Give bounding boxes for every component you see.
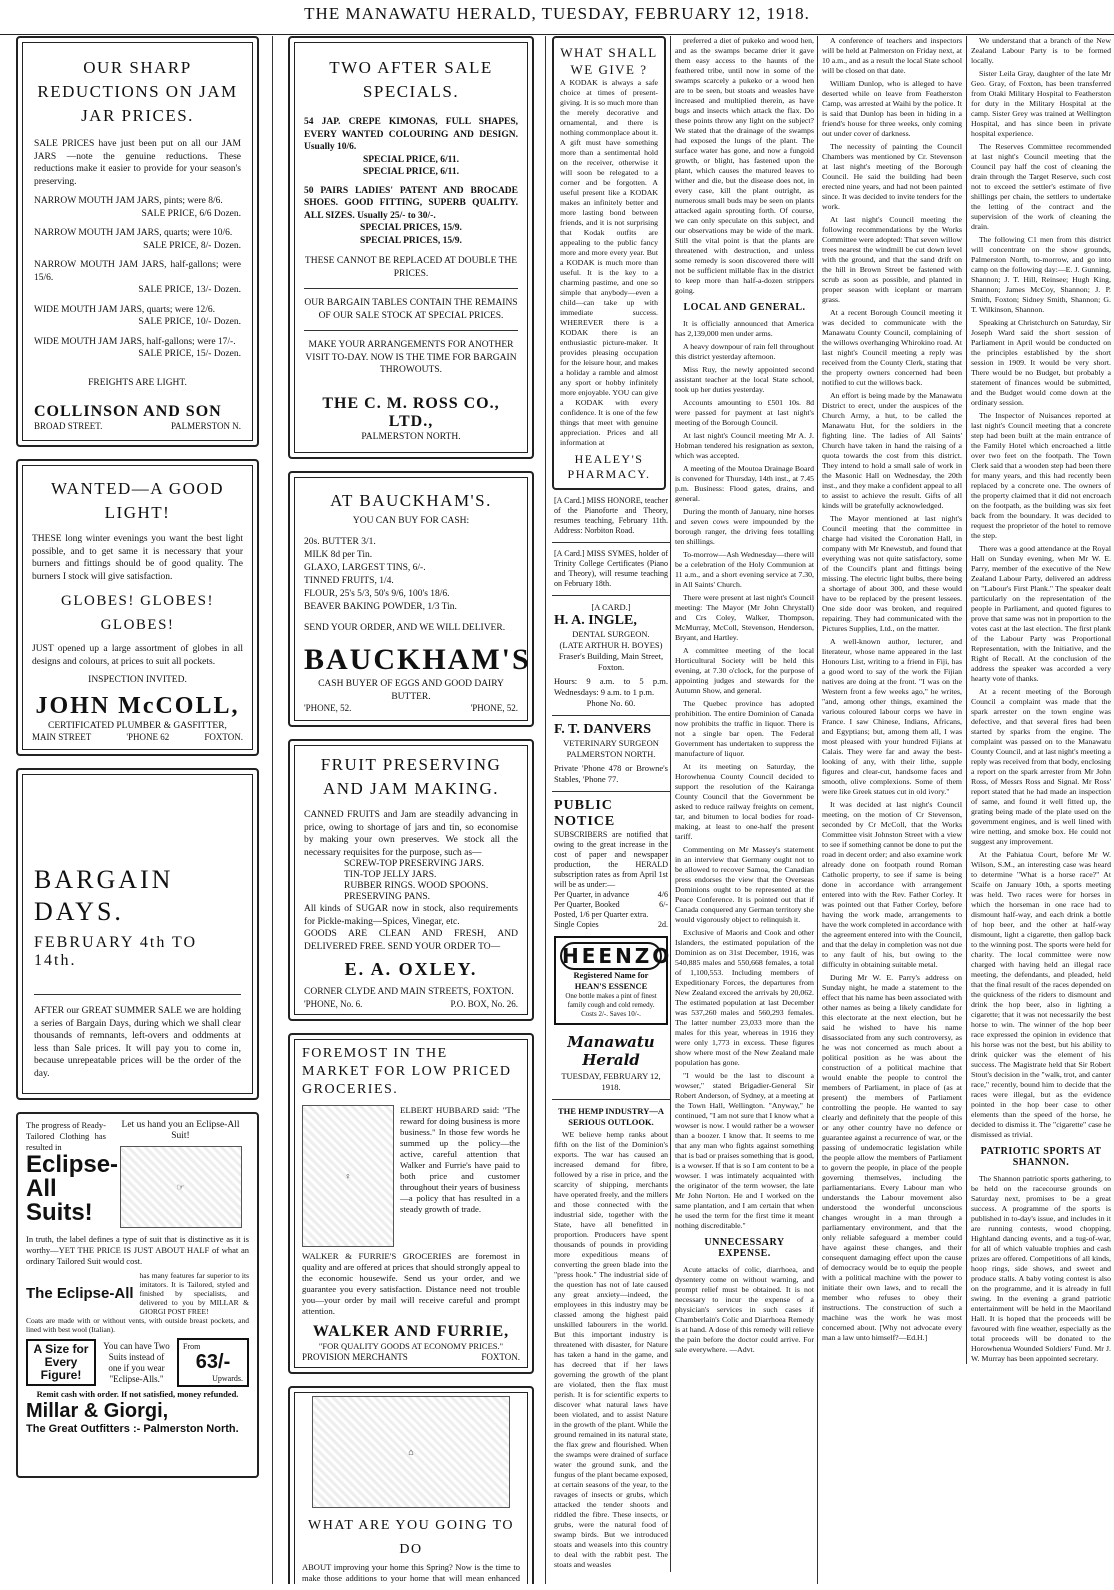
news-item: The necessity of painting the Council Chambers was mentioned by Cr. Stevenson at last night's meeting of the Borough Council. He said the building had been erected nine years, and had not been painted since. It was decided to invite tenders for the work. — [822, 142, 962, 211]
millar-giorgi-firm: Millar & Giorgi, — [26, 1400, 169, 1422]
news-item: At a recent Borough Council meeting it was decided to communicate with the Manawatu County Council, complaining of the willows overhanging Whirokino road. At last night's Council meeting a reply was received from the County Clerk, stating that the property owners concerned had been notified to cut the willows back. — [822, 308, 962, 387]
size-badge: A Size for Every Figure! — [26, 1339, 96, 1386]
heenzo-reg: Registered Name for HEAN'S ESSENCE — [573, 970, 649, 991]
kodak-title: WHAT SHALL WE GIVE ? — [560, 45, 658, 77]
bargain-tables-note: OUR BARGAIN TABLES CONTAIN THE REMAINS OF OUR SALE STOCK AT SPECIAL PRICES. — [304, 298, 518, 321]
shoes-price-1: SPECIAL PRICES, 15/9. — [360, 223, 462, 233]
jam-item-price: SALE PRICE, 13/- Dozen. — [138, 285, 241, 295]
mccoll-trade: CERTIFICATED PLUMBER & GASFITTER, — [48, 720, 227, 731]
mccoll-address: MAIN STREET — [32, 732, 92, 742]
hemp-article: WE believe hemp ranks about fifth on the list of the Dominion's exports. The war has caused an increased demand for fibre, followed by a rise in price, and the scarcity of shipping, merchants have operated freely, and the millers and those connected with the industrial side, together with the State, have all benefitted in proportion. Producers have spent thousands of pounds in providing more expeditious means of converting the green blade into the "press hook." The industrial side of the question has not of late caused any great anxiety—indeed, the employees in this industry may be classed among the highest paid unskilled labourers in the world. But this important industry is threatened with disaster, for Nature has taken a hand in the game, and has decreed that if her laws governing the growth of the plant are violated, then the flax must perish. It is for scientific experts to discover what natural laws have been violated, and to assist Nature in the growth of the plant. While the ground remained in its natural state, the flax grew and flourished. When the swamps were drained of surface water the ground sunk, and the fungus of the plant became exposed, at certain seasons of the year, to the ravages of insects or grubs, which attacked the tender shoots and riddled the fibre. These insects, or grubs, were the natural food of swamp birds. But we introduced stoats and weasels into this country to deal with the rabbit pest. The stoats and weasles — [554, 1130, 668, 1569]
shoes-item: 50 PAIRS LADIES' PATENT AND BROCADE SHOES. GOOD FITTING, SUPERB QUALITY. ALL SIZES. Usually 25/- to 30/-. — [304, 185, 518, 221]
kimonas-item: 54 JAP. CREPE KIMONAS, FULL SHAPES, EVERY WANTED COLOURING AND DESIGN. Usually 10/6. — [304, 117, 518, 152]
bauckham-price-item: MILK 8d per Tin. — [304, 549, 373, 560]
news-item: A well-known author, lecturer, and literateur, whose name appeared in the last Honours List, writing to a friend in Fiji, has a good word to say of the work the Fijian natives are doing at the front. "I was on the Western front a few weeks ago," he writes, "and, among other things, examined the various coloured labour corps we have in France. I saw Chinese, Indians, Africans, and Egyptians; but, among them all, I was most pleased with your hundred Fijians at Calais. They were far and away the best-looking of any, with their lithe, supple figures and clear-cut, handsome faces and smooth, olive complexions. Some of them were like Greek statues cut in old ivory." — [822, 637, 962, 796]
from-label: From — [183, 1342, 201, 1351]
news-item: At a recent meeting of the Borough Council a complaint was made that the spark arrester on the town engine was defective, and that several fires had been started by sparks from the engine. The complaint was passed on to the Manawatu County Council, and at last night's meeting a reply was received from that body, enclosing a report on the spark arrester from Mr John Ross, of Messrs Ross and Signal. Mr Ross' report stated that he had made an inspection of same, and found it well fitted up, the grating being made of the plate used on the government engines, and is well lined with wire netting, and smoke box. He could not suggest any improvement. — [971, 687, 1112, 846]
bauckham-price-item: BEAVER BAKING POWDER, 1/3 Tin. — [304, 601, 457, 612]
news-item: An effort is being made by the Manawatu District to erect, under the auspices of the Church Army, a hut, to be called the Manawatu Hut, for the soldiers in the fighting line. The ladies of All Saints' Church have taken in hand the raising of a quota towards the cost from this district. They intend to hold a small sale of work in the Masonic Hall on Wednesday, the 20th inst., and they make a confident appeal to all to assist to achieve the result. Gifts of all kinds will be gratefully acknowledged. — [822, 391, 962, 510]
globes-heading: GLOBES! GLOBES! GLOBES! — [61, 593, 214, 633]
news-item: The Inspector of Nuisances reported at last night's Council meeting that a concrete step had been built at the main entrance of the Family Hotel which encroached a little over two feet on the footpath. The Town Clerk said that a wooden step had been there for many years, and this had recently been replaced by a concrete one. The owners of the property claimed that it did not encroach on the footpath, as the building was six feet back from the boundary. It was decided to request the proprietor of the hotel to remove the step. — [971, 411, 1111, 540]
eclipse-hand-text: Let us hand you an Eclipse-All Suit! — [121, 1120, 240, 1141]
bauckham-price-list — [304, 536, 518, 614]
rate-label: Single Copies — [554, 920, 599, 929]
public-notice-text: SUBSCRIBERS are notified that owing to the great increase in the cost of paper and newspaper production, the HERALD subscription rates as from April 1st will be as under:— — [554, 830, 668, 889]
light-ad-text: THESE long winter evenings you want the best light possible, and to get same it is necessary that your burners and fittings should be of good quality. The burners I stock will give satisfaction. — [32, 534, 243, 582]
heenzo-ad — [554, 936, 673, 1025]
column-2 — [282, 36, 540, 1584]
public-notice-title: PUBLIC NOTICE — [554, 798, 616, 829]
jam-item-price: SALE PRICE, 15/- Dozen. — [138, 349, 241, 359]
bauckham-price-item: GLAXO, LARGEST TINS, 6/-. — [304, 562, 426, 573]
news-item: Speaking at Christchurch on Saturday, Sir Joseph Ward said the short session of Parliament in April would be conducted on the principles established by the short session in 1909. It would be very short. There would be no Budget, but probably a statement of finances would be submitted, and the Budget would come down at the ordinary session. — [971, 318, 1111, 407]
local-news-item: Accounts amounting to £501 10s. 8d were passed for payment at last night's meeting of the Borough Council. — [675, 398, 814, 427]
ingle-address: Fraser's Building, Main Street, Foxton. — [558, 651, 664, 672]
remit-note: Remit cash with order. If not satisfied, money refunded. — [36, 1389, 239, 1399]
walker-town: FOXTON. — [481, 1351, 520, 1362]
rate-row — [554, 920, 668, 930]
bauckham-phone-2: 'PHONE, 52. — [470, 703, 518, 713]
bauckham-ad — [288, 471, 534, 727]
news-item: The Reserves Committee recommended at last night's Council meeting that the Council pay half the cost of cleaning the drain through the Target Reserve, such cost not to exceed the settler's estimate of five shillings per chain, the settlers to undertake the letting of the contract and the supervision of the work of cleaning the drain. — [971, 142, 1111, 231]
inspection-note: INSPECTION INVITED. — [88, 675, 187, 685]
rate-row — [554, 910, 668, 920]
news-item: It was decided at last night's Council meeting, on the motion of Cr Stevenson, seconded by Cr McColl, that the Works Committee visit Johnston Street with a view to see if something cannot be done to put the road in decent order; and also examine work already done on footpath round Roman Catholic property, to see if same is being done in accordance with arrangement entered into with the Rev. Father Corley. It was pointed out that Father Corley, before having the work made, arrangements to have the work completed in accordance with the agreement entered into with the Council, and that the delay in completion was not due to any fault of his, but owing to the difficulty in obtaining suitable metal. — [822, 800, 962, 969]
outfitters-line: The Great Outfitters :- Palmerston North. — [26, 1423, 239, 1435]
local-news-item: The Quebec province has adopted prohibition. The entire Dominion of Canada now prohibits the traffic in liquor. There is not a single bar open. The Federal Government has undertaken to suppress the manufacture of liquor. — [675, 699, 814, 758]
danvers-title: VETERINARY SURGEON — [563, 738, 659, 748]
eclipse-all-ad — [16, 1112, 259, 1478]
jam-jar-ad — [16, 36, 259, 447]
news-item: At the Pahiatua Court, before Mr W. Wilson, S.M., an interesting case was heard to determine "What is a horse race?" At Scaife on January 10th, a sports meeting was held. Two races were for horses in which the horseman in one race had to dismount half-way, and each drink a bottle of hop beer, and the other at half-way dismount, light a cigarette, then gallop back to the winning post. The sports were held for charity. The local committee were now charged with having held an illegal race meeting, the defendants, and pleaded, held that the final result of the races depended on the quickness of the riders to dismount and drink the hop beer, also in lighting a cigarette; that it was not necessarily the best horse to win. The winner of the hop beer race expressed the opinion in evidence that his horse was not the best, but his ability to drink quicker was the element of his success. The Magistrate held that Sir Robert Stout's decision in the "walk, trot, and canter race," recently, bound him to decide that the races were illegal, but as the evidence pointed in the hop beer case to other elements than the speed of the horse, he decided to dismiss it. The "cigarette" case he dismissed as trivial. — [971, 850, 1111, 1139]
heenzo-tag: One bottle makes a pint of finest family cough and cold remedy. Costs 2/-. Saves 10/-. — [565, 992, 657, 1018]
eclipse-progress: The progress of Ready-Tailored Clothing has resulted in — [26, 1120, 107, 1152]
bargain-text: AFTER our GREAT SUMMER SALE we are holding a series of Bargain Days, during which we shall clear thousands of remnants, left-overs and oddments at less than Sale prices. It will pay you to come in, because unrepeatable prices will be the order of the day. — [34, 1006, 241, 1079]
walker-slogan: "FOR QUALITY GOODS AT ECONOMY PRICES." — [318, 1340, 504, 1351]
column-rule — [272, 36, 273, 1584]
oxley-box: P.O. BOX, No. 26. — [450, 998, 518, 1009]
jam-town: PALMERSTON N. — [170, 421, 241, 431]
walker-firm: WALKER AND FURRIE, — [312, 1322, 510, 1340]
local-news-item: Miss Ruy, the newly appointed second assistant teacher at the local State school, took up her duties yesterday. — [675, 365, 814, 394]
oxley-phone: 'PHONE, No. 6. — [304, 998, 363, 1009]
news-item: We understand that a branch of the New Zealand Labour Party is to be formed locally. — [971, 36, 1111, 65]
gilchrist-title: WHAT ARE YOU GOING TO DO — [308, 1517, 514, 1557]
rate-value: 6/- — [659, 900, 668, 909]
column-1 — [10, 36, 265, 1584]
eclipse-coats: Coats are made with or without vents, with outside breast pockets, and lined with best wool (Italian). — [26, 1316, 249, 1334]
oxley-list-item: TIN-TOP JELLY JARS. — [344, 870, 437, 880]
paper-date: TUESDAY, FEBRUARY 12, 1918. — [561, 1071, 661, 1092]
ingle-hours: Hours: 9 a.m. to 5 p.m. Wednesdays: 9 a.m. to 1 p.m. — [554, 676, 668, 697]
oxley-list-item: RUBBER RINGS. WOOD SPOONS. — [344, 881, 489, 891]
mccoll-firm: JOHN McCOLL, — [35, 692, 240, 719]
gilchrist-text: ABOUT improving your home this Spring? Now is the time to make those additions to your home that will mean enhanced — [302, 1561, 520, 1583]
news-column-5 — [822, 36, 966, 1364]
freights-note: FREIGHTS ARE LIGHT. — [88, 377, 187, 388]
news-item: There was a good attendance at the Royal Hall on Sunday evening, when Mr W. E. Parry, member of the executive of the New Zealand Labour Party, delivered an address on "Labour's First Plank." The speaker dealt particularly on the representation of the people in Parliament, and quoted figures to prove that same was not in proportion to the votes cast at the last election. The first plank of the Labour Party was Proportional Representation, with the Initiative, and the Right of Recall. At the conclusion of the address the speaker was accorded a very hearty vote of thanks. — [971, 544, 1111, 683]
jam-item-price: SALE PRICE, 10/- Dozen. — [138, 317, 241, 327]
oxley-list-item: SCREW-TOP PRESERVING JARS. — [344, 859, 484, 869]
ingle-card-label: [A CARD.] — [591, 602, 631, 612]
eclipse-big: Eclipse-All Suits! — [26, 1151, 119, 1226]
bauckham-price-item: 20s. BUTTER 3/1. — [304, 536, 376, 547]
eclipse-name: The Eclipse-All — [26, 1285, 134, 1302]
kimonas-price-1: SPECIAL PRICE, 6/11. — [362, 154, 460, 165]
bargain-title: BARGAIN DAYS. — [34, 865, 174, 926]
jam-ad-title: OUR SHARP REDUCTIONS ON JAM JAR PRICES. — [37, 58, 238, 125]
visit-note: MAKE YOUR ARRANGEMENTS FOR ANOTHER VISIT TO-DAY. NOW IS THE TIME FOR BARGAIN THROWOUTS. — [305, 340, 517, 375]
column-rule — [817, 36, 818, 1584]
mccoll-phone: 'PHONE 62 — [126, 732, 170, 742]
jam-item-name: WIDE MOUTH JAM JARS, quarts; were 12/6. — [34, 304, 216, 315]
ingle-title: DENTAL SURGEON. — [572, 629, 650, 639]
walker-text: WALKER & FURRIE'S GROCERIES are foremost in quality and are offered at prices that should strongly appeal to the economic housewife. Send us your order, and we guarantee you every satisfaction. Distance need not trouble you—your order by mail will receive careful and prompt attention. — [302, 1250, 520, 1316]
local-news-item: "I would be the last to discount a wowser," stated Brigadier-General Sir Robert Anderson, of Sydney, at a meeting at the Town Hall, Wellington. "Anyway," he continued, "I am not sure that I know what a wowser is now. I would rather be a wowser than a boozer. I know that. It seems to me that any man who fights against something that is bad or praises something that is good, is a wowser. If that is so I am content to be a wowser. I was intimately acquainted with the originator of the term wowser, the late Mr John Norton. He and I worked on the same plantation, and I am certain that when he used the term for the first time it meant nothing discreditable." — [675, 1071, 814, 1230]
news-column-6 — [966, 36, 1111, 1364]
hemp-headline: THE HEMP INDUSTRY—A SERIOUS OUTLOOK. — [558, 1106, 664, 1127]
oxley-address: CORNER CLYDE AND MAIN STREETS, FOXTON. — [304, 987, 514, 997]
eclipse-label-text: In truth, the label defines a type of suit that is distinctive as it is worthy—YET THE PRICE IS JUST ABOUT HALF of what an ordinary Tailored Suit would cost. — [26, 1234, 249, 1266]
bargain-days-ad — [16, 768, 259, 1100]
kodak-text: A KODAK is always a safe choice at times of present-giving. It is so much more than the merely decorative and ornamental, and there is nothing commonplace about it. A gift must have something more than a sentimental hold on the receiver, otherwise it will soon be relegated to a corner and be forgotten. A useful present like a KODAK makes an infinitely better and more lasting bond between friends, and it is not surprising that Kodak outfits are appealing to the public fancy more and more every year. But a KODAK is much more than useful. It is the key to a charming pastime, and one so simple that anybody—even a child—can take up with immediate success. WHEREVER there is a KODAK there is an enthusiastic picture-maker. It provides pleasing occupation for the leisure hour, and makes a holiday a ramble and almost any sport or hobby infinitely more enjoyable. YOU can give a KODAK with every confidence. It is one of the few things that meet with genuine appreciation. Prices and all information at — [560, 78, 658, 447]
oxley-ad — [288, 739, 534, 1021]
honore-card: [A Card.] MISS HONORE, teacher of the Pianoforte and Theory, resumes teaching, February 11th. Address: Norbiton Road. — [554, 496, 668, 535]
jam-item-price: SALE PRICE, 6/6 Dozen. — [141, 208, 241, 219]
kimonas-price-2: SPECIAL PRICE, 6/11. — [362, 167, 460, 177]
hemp-article-cont: preferred a diet of pukeko and wood hen, and as the swamps became drier it gave them easy access to the haunts of the feathered tribe, until now in some of the swamps scarcely a pukeko or a wood hen are to be seen, but stoats and weasles have increased and multiplied therein, as have bugs and insects which attack the flax. Do these points throw any light on the subject? We stated that the drainage of the swamps had exposed the lungs of the plant. The surface water has gone, and now a fungoid growth, or blight, has fastened upon the plant, which causes the matured leaves to wither and die, but the disease does not, in every case, kill the plant outright, as numerous small buds may be seen on plants attacked again sprouting forth. Of course, we can only speculate on this subject, and our observations may be wide of the mark. Still the vital point is that the plants are threatened with destruction, and unless some remedy is soon discovered there will not be sufficient millable flax in the district to keep more than half-a-dozen strippers going. — [675, 36, 814, 295]
oxley-sugar: All kinds of SUGAR now in stock, also requirements for Pickle-making—Spices, Vinegar, etc. — [304, 904, 518, 927]
news-item: During Mr W. E. Parry's address on Sunday night, he made a statement to the effect that his name has been associated with other names as being a likely candidate for this electorate at the next election, but he said he wished to have his name disassociated from any such controversy, as he was not concerned as much about a political position as he was about the construction of a political machine that would enable the people to control the members of Parliament, in place of (as at present) the members of Parliament controlling the people. He wanted to say clearly and definitely that the people of this or any other country have no defence or guarantee against a recurrence of war, or the passing of undemocratic legislation while the people allow the members of Parliament to govern the people, in place of the people governing themselves, including the parliamentarians. Every Labour man who understands the Labour movement also understood the wonderful unconscious changes wrought in a man through a parliamentary environment, and that the only reliable safeguard a member could have against these changes, and their consequent damaging effect upon the cause of democracy would be to equip the people with a political machine with the power to initiate their own laws, and to recall the member who refuses to obey their instructions. The construction of such a machine was the work he was most concerned about. [Why not advocate every man a law unto himself?—Ed.H.] — [822, 973, 962, 1342]
symes-card: [A Card.] MISS SYMES, holder of Trinity College Certificates (Piano and Theory), will resume teaching on February 18th. — [554, 549, 668, 588]
local-news-item: It is officially announced that America has 2,139,000 men under arms. — [675, 319, 814, 338]
upwards-label: Upwards. — [212, 1374, 243, 1383]
walker-furrie-ad — [288, 1033, 534, 1374]
bauckham-deliver: SEND YOUR ORDER, AND WE WILL DELIVER. — [304, 622, 506, 633]
rate-row — [554, 900, 668, 910]
oxley-text: CANNED FRUITS and Jam are steadily advancing in price, owing to shortage of jars and tin, so economise by making your own preserves. We stock all the necessary requisites for the purpose, such as— — [304, 810, 518, 858]
two-suits-text: You can have Two Suits instead of one if you wear "Eclipse-Alls." — [103, 1340, 170, 1384]
healey-firm: HEALEY'S PHARMACY. — [567, 452, 651, 481]
patriotic-sports-heading: PATRIOTIC SPORTS AT SHANNON. — [980, 1146, 1102, 1168]
shannon-sports-article: The Shannon patriotic sports gathering, to be held on the racecourse grounds on Saturday next, promises to be a great success. A programme of the sports is published in to-day's issue, and includes in it are running contests, wood chopping, Highland dancing events, and a tug-of-war, for all of which valuable trophies and cash prizes are offered. Competitions of all kinds, hoop rings, side shows, and sweet and produce stalls. A baby voting contest is also on the programme, and it is already in full swing. In the evening a grand patriotic entertainment will be held in the Maoriland Hall. It is hoped that the proceeds will be favoured with fine weather, especially as the total proceeds will be donated to the Horowhenua Wounded Soldiers' Fund. Mr J. W. Murray has been appointed secretary. — [971, 1174, 1111, 1363]
column-4 — [822, 36, 1114, 1584]
danvers-town: PALMERSTON NORTH. — [566, 749, 656, 759]
eclipse-features: has many features far superior to its imitators. It is Tailored, styled and finished by specialists, and delivered to you by MILLAR & GIORGI POST FREE! — [139, 1271, 249, 1316]
heenzo-logo: HEENZO — [562, 944, 673, 968]
news-item: William Dunlop, who is alleged to have deserted while on leave from Featherston Camp, was arrested at Waihi by the police. It is said that Dunlop has been in hiding in a friend's house for three weeks, only coming out under cover of darkness. — [822, 79, 962, 138]
bargain-dates: FEBRUARY 4th TO 14th. — [34, 934, 198, 969]
rate-row — [554, 890, 668, 900]
ingle-name: H. A. INGLE, — [554, 613, 637, 628]
suit-price: 63/- — [195, 1351, 231, 1373]
pointing-hand-icon: ☞ — [120, 1146, 242, 1228]
news-item: A conference of teachers and inspectors will be held at Palmerston on Friday next, at 10 a.m., and as a result the local State school will be closed on that date. — [822, 36, 962, 75]
shoes-price-2: SPECIAL PRICES, 15/9. — [360, 235, 462, 246]
walker-trade: PROVISION MERCHANTS — [302, 1351, 408, 1362]
oxley-list-item: PRESERVING PANS. — [344, 892, 430, 902]
news-item: Sister Leila Gray, daughter of the late Mr Geo. Gray, of Foxton, has been transferred from Otaki Military Hospital to Featherston for duty in the Military Hospital at the camp. Sister Grey was trained at Wellington Hospital, and has since been in private hospital experience. — [971, 69, 1111, 138]
news-item: At last night's Council meeting the following recommendations by the Works Committee were adopted: That seven willow trees nearest the windmill be cut down level with the ground, and that the sand drift on the hill in Brown Street be fastened with scrub as soon as possible, and planted in proper season with iceplant or marram grass. — [822, 215, 962, 304]
mccoll-light-ad — [16, 459, 259, 756]
local-news-item: To-morrow—Ash Wednesday—there will be a celebration of the Holy Communion at 11 a.m., and a short evening service at 7.30, in All Saints' Church. — [675, 550, 814, 589]
colic-remedy-advt: Acute attacks of colic, diarrhoea, and dysentery come on without warning, and prompt relief must be obtained. It is not necessary to incur the expense of a physician's services in such cases if Chamberlain's Colic and Diarrhoea Remedy is at hand. A dose of this remedy will relieve the pain before the doctor could arrive. For sale everywhere. —Advt. — [675, 1265, 814, 1354]
mccoll-town: FOXTON. — [204, 732, 243, 742]
ross-firm: THE C. M. ROSS CO., LTD., — [322, 394, 500, 430]
rate-value: 4/6 — [657, 890, 668, 899]
jam-item-name: NARROW MOUTH JAM JARS, pints; were 8/6. — [34, 196, 223, 206]
bauckham-firm: BAUCKHAM'S — [304, 643, 531, 676]
ross-specials-ad — [288, 36, 534, 459]
local-news-item: At last night's Council meeting Mr A. J. Hobman tendered his resignation as sexton, which was accepted. — [675, 431, 814, 460]
jam-item-name: NARROW MOUTH JAM JARS, half-gallons; were 15/6. — [34, 260, 241, 283]
local-news-item: There were present at last night's Council meeting: The Mayor (Mr John Chrystall) and Crs Coley, Walker, Thompson, McMurray, McColl, Stevenson, Henderson, Bryant, and Hartley. — [675, 593, 814, 642]
column-3 — [552, 36, 814, 1584]
ingle-phone: Phone No. 60. — [586, 698, 636, 708]
cannot-replace-note: THESE CANNOT BE REPLACED AT DOUBLE THE PRICES. — [304, 256, 518, 279]
local-news-list — [675, 319, 814, 1231]
gilchrist-ad — [288, 1386, 534, 1585]
rate-label: Posted, 1/6 per Quarter extra. — [554, 910, 649, 919]
news-item: The following C1 men from this district will concentrate on the show grounds, Palmerston North, to-morrow, and go into camp on the following day:—E. J. Gunning, Shannon; J. T. Hill, Reinsee; Hugh King, Shannon; James McCoy, Shannon; J. P. Smith, Foxton; Sidney Smith, Shannon; G. T. Wilkinson, Shannon. — [971, 235, 1111, 314]
oxley-firm: E. A. OXLEY. — [344, 959, 478, 979]
jam-item-price: SALE PRICE, 8/- Dozen. — [143, 240, 241, 251]
oxley-goods: GOODS ARE CLEAN AND FRESH, AND DELIVERED FREE. SEND YOUR ORDER TO— — [304, 929, 518, 952]
local-news-item: Commenting on Mr Massey's statement in an interview that Germany ought not to be allowed to recover Samoa, the Canadian press endorses the view that the Overseas Dominions ought to be represented at the Peace Conference. It is pointed out that if Canada conquered any German territory she would vigorously object to relinquish it. — [675, 845, 814, 924]
oxley-title: FRUIT PRESERVING AND JAM MAKING. — [320, 755, 502, 798]
ross-title: TWO AFTER SALE SPECIALS. — [329, 58, 493, 101]
bauckham-price-item: FLOUR, 25's 5/3, 50's 9/6, 100's 18/6. — [304, 588, 450, 599]
kodak-ad — [552, 36, 666, 490]
rate-label: Per Quarter, Booked — [554, 900, 620, 909]
jam-street: BROAD STREET. — [34, 421, 103, 431]
danvers-name: F. T. DANVERS — [554, 722, 651, 737]
local-news-item: A heavy downpour of rain fell throughout this district yesterday afternoon. — [675, 342, 814, 361]
walker-title: FOREMOST IN THE MARKET FOR LOW PRICED GROCERIES. — [302, 1045, 512, 1097]
rate-label: Per Quarter, in advance — [554, 890, 630, 899]
local-news-item: A meeting of the Moutoa Drainage Board is convened for Thursday, 14th inst., at 7.45 p.m. Business: Flood gates, drains, and general. — [675, 464, 814, 503]
oxley-list — [304, 859, 518, 903]
unnecessary-expense-heading: UNNECESSARY EXPENSE. — [704, 1237, 785, 1259]
local-news-item: During the month of January, nine horses and seven cows were impounded by the borough ranger, the driving fees totalling ten shillings. — [675, 507, 814, 546]
masthead: THE MANAWATU HERALD, TUESDAY, FEBRUARY 12, 1918. — [0, 0, 1114, 35]
bauckham-cash: CASH BUYER OF EGGS AND GOOD DAIRY BUTTER. — [318, 679, 504, 702]
bauckham-sub: YOU CAN BUY FOR CASH: — [352, 516, 470, 526]
local-news-item: At its meeting on Saturday, the Horowhenua County Council decided to support the resolution of the Kairanga County Council that the Government be asked to reduce railway freights on cement, tar, and bitumen to local bodies for road-making, at least to one-half the present tariff. — [675, 762, 814, 841]
bauckham-price-item: TINNED FRUITS, 1/4. — [304, 575, 394, 586]
local-news-item: Exclusive of Maoris and Cook and other Islanders, the estimated population of the Dominion as on 31st December, 1916, was 540,885 males and 550,668 females, a total of 1,100,553. Including members of Expeditionary Forces, the departures from New Zealand exceed the arrivals by 20,062. The estimated population at last December was 537,260 males and 560,293 females. The latter number 23,033 more than the males for this year, whereas in 1916 they were only 1,773 in excess. These figures show where most of the New Zealand male population has gone. — [675, 928, 814, 1067]
column-rule — [545, 36, 546, 1584]
bauckham-title: AT BAUCKHAM'S. — [330, 491, 492, 510]
ross-town: PALMERSTON NORTH. — [361, 431, 461, 442]
light-ad-text2: JUST opened up a large assortment of globes in all designs and colours, at prices to suit all pockets. — [32, 644, 243, 667]
jam-item-name: WIDE MOUTH JAM JARS, half-gallons; were 17/-. — [34, 336, 236, 347]
furnished-room-illustration-icon: ⌂ — [312, 1396, 510, 1508]
subscription-rates — [554, 890, 668, 930]
danvers-phone: Private 'Phone 478 or Browne's Stables, 'Phone 77. — [554, 763, 668, 784]
paper-name: Manawatu Herald — [567, 1033, 655, 1069]
local-general-heading: LOCAL AND GENERAL. — [683, 302, 806, 313]
news-item: The Mayor mentioned at last night's Council meeting that the committee in charge had visited the Coronation Hall, in company with Mr Knewstub, and found that everything was not quite satisfactory, some of the Council's plant and fittings being missing. The electric light bulbs, there being a shortage of about 300, and these would have to be replaced by the present lessees. One side door was broken, and required repairing. They had communicated with the Pictures Supplies, Ltd., on the matter. — [822, 514, 962, 633]
jam-firm: COLLINSON AND SON — [34, 403, 222, 420]
bauckham-phone-1: 'PHONE, 52. — [304, 703, 352, 713]
jam-item-name: NARROW MOUTH JAM JARS, quarts; were 10/6. — [34, 228, 233, 238]
light-ad-title: WANTED—A GOOD LIGHT! — [51, 479, 224, 522]
local-news-item: A committee meeting of the local Horticultural Society will be held this evening, at 7.30 o'clock, for the purpose of appointing judges and stewards for the Autumn Show, and general. — [675, 646, 814, 695]
rate-value: 2d. — [658, 920, 668, 929]
jam-ad-intro: SALE PRICES have just been put on all our JAM JARS —note the genuine reductions. These reductions make it easier to provide for your season's preserving. — [34, 139, 241, 187]
hubbard-quote: ELBERT HUBBARD said: "The reward for doing business is more business." In those few words he summed up the policy—the active, careful attention that Walker and Furrie's have paid to both price and customer throughout their years of business—a policy that has resulted in a steady growth of trade. — [400, 1104, 520, 1214]
housewife-illustration-icon: ♀ — [302, 1105, 394, 1247]
jam-price-list — [34, 195, 241, 361]
ingle-late: (LATE ARTHUR H. BOYES) — [559, 640, 663, 650]
